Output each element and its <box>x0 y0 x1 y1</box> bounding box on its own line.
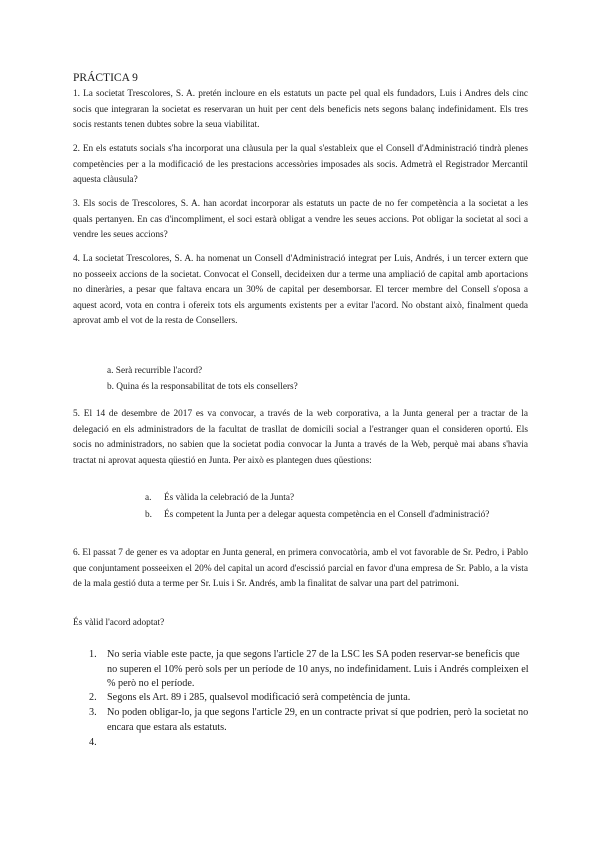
question-marker: a. <box>145 493 152 503</box>
answer-3 <box>89 706 529 735</box>
page-title: PRÁCTICA 9 <box>73 72 138 84</box>
question-marker: b. <box>145 510 152 520</box>
question-5b <box>145 508 528 523</box>
answer-text: No poden obligar-lo, ja que segons l'article 29, en un contracte privat sí que podrien, però la societat no encara que estara als estatuts. <box>107 707 529 733</box>
answer-number: 3. <box>89 707 97 718</box>
answer-number: 1. <box>89 649 97 660</box>
answer-number: 4. <box>89 737 97 748</box>
subquestion-4b: b. Quina és la responsabilitat de tots els consellers? <box>107 382 298 392</box>
subquestion-4a: a. Serà recurrible l'acord? <box>107 366 203 376</box>
answer-1 <box>89 648 529 692</box>
paragraph-4: 4. La societat Trescolores, S. A. ha nomenat un Consell d'Administració integrat per Luis, Andrés, i un tercer extern que no posseeix accions de la societat. Convocat el Consell, decideixen dur a terme una ampliació de capital amb aportacions no dineràries, a pesar que faltava encara un 30% de capital per desemborsar. El tercer membre del Consell s'oposa a aquest acord, vota en contra i ofereix tots els arguments existents per a evitar l'acord. No obstant això, finalment queda aprovat amb el vot de la resta de Consellers. <box>73 254 528 327</box>
question-5a <box>145 491 528 506</box>
answer-number: 2. <box>89 692 97 703</box>
paragraph-2: 2. En els estatuts socials s'ha incorporat una clàusula per la qual s'estableix que el Consell d'Administració tindrà plenes competències per a la modificació de les prestacions accessòries imposades als socis. Admetrà el Registrador Mercantil aquesta clàusula? <box>73 144 528 186</box>
answer-text: Segons els Art. 89 i 285, qualsevol modificació serà competència de junta. <box>107 692 411 703</box>
paragraph-5: 5. El 14 de desembre de 2017 es va convocar, a través de la web corporativa, a la Junta general per a tractar de la delegació en els administradors de la facultat de trasllat de domicili social a l'estranger quan el consideren oportú. Els socis no administradors, no sabien que la societat podia convocar la Junta a través de la Web, perquè mai abans s'havia tractat ni aprovat aquesta qüestió en Junta. Per això es plantegen dues qüestions: <box>73 409 528 466</box>
answer-text: No seria viable este pacte, ja que segons l'article 27 de la LSC les SA poden reservar-se beneficis que no superen el 10% però sols per un període de 10 anys, no indefinidament. Luis i Andrés compleixen el % però no el període. <box>107 649 529 690</box>
paragraph-3: 3. Els socis de Trescolores, S. A. han acordat incorporar als estatuts un pacte de no fer competència a la societat a les quals pertanyen. En cas d'incompliment, el soci estarà obligat a vendre les seues accions. Pot obligar la societat al soci a vendre les seues accions? <box>73 199 528 241</box>
question-text: És competent la Junta per a delegar aquesta competència en el Consell d'administració? <box>164 510 490 520</box>
paragraph-1: 1. La societat Trescolores, S. A. pretén incloure en els estatuts un pacte pel qual els fundadors, Luis i Andres dels cinc socis que integraran la societat es reservaran un huit per cent dels beneficis nets segons balanç indefinidament. Els tres socis restants tenen dubtes sobre la seua viabilitat. <box>73 89 528 131</box>
question-6: És vàlid l'acord adoptat? <box>73 618 165 628</box>
answer-2 <box>89 691 529 706</box>
paragraph-6: 6. El passat 7 de gener es va adoptar en Junta general, en primera convocatòria, amb el vot favorable de Sr. Pedro, i Pablo que conjuntament posseeixen el 20% del capital un acord d'escissió parcial en favor d'una empresa de Sr. Pablo, a la vista de la mala gestió duta a terme per Sr. Luis i Sr. Andrés, amb la finalitat de salvar una part del patrimoni. <box>73 548 528 590</box>
question-text: És vàlida la celebració de la Junta? <box>164 493 295 503</box>
